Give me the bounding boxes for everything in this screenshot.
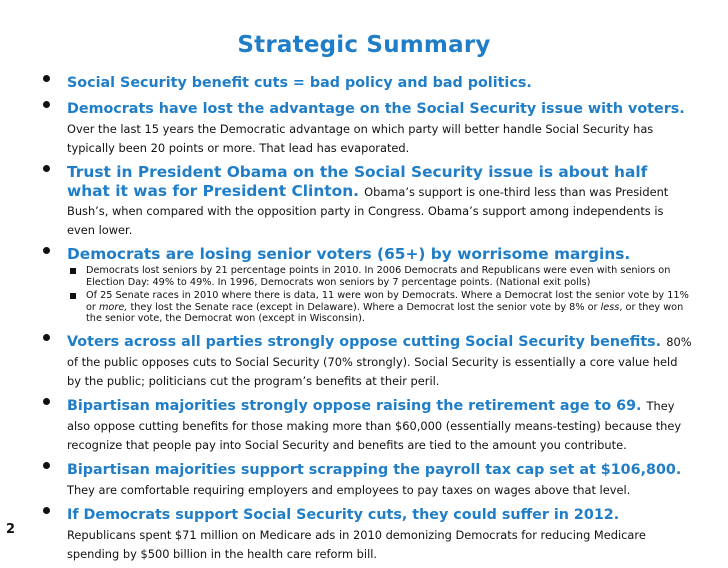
sub-bullet-text: , or they won the senior vote, the Democrat won (except in Wisconsin). — [86, 301, 684, 324]
bullet-dot-icon — [43, 247, 50, 254]
sub-bullet-item — [67, 265, 692, 288]
bullet-headline: Voters across all parties strongly oppose cutting Social Security benefits. — [67, 333, 662, 350]
bullet-headline: Trust in President Obama on the Social Security issue is about half what it was for President Clinton. — [67, 163, 648, 200]
sub-bullet-text: Of 25 Senate races in 2010 where there is data, 11 were won by Democrats. Where a Democrat lost the senior vote by 11% or — [86, 290, 689, 313]
bullet-item — [36, 395, 692, 453]
bullet-item — [36, 504, 692, 562]
sub-bullet-item — [67, 290, 692, 325]
bullet-dot-icon — [43, 75, 50, 82]
bullet-item — [36, 72, 692, 92]
slide-title: Strategic Summary — [237, 32, 491, 58]
bullet-headline: If Democrats support Social Security cuts, they could suffer in 2012. — [67, 506, 620, 523]
bullet-body: 80% of the public opposes cuts to Social Security (70% strongly). Social Security is essentially a core value held by the public; politicians cut the program’s benefits at their peril. — [67, 334, 692, 388]
bullet-body: They also oppose cutting benefits for those making more than $60,000 (essentially means-testing) because they recognize that people pay into Social Security and benefits are tied to the amount you contribute. — [67, 398, 682, 452]
bullet-item — [36, 98, 692, 156]
bullet-headline: Democrats have lost the advantage on the Social Security issue with voters. — [67, 101, 685, 117]
sub-bullet-list — [67, 265, 692, 325]
bullet-item — [36, 331, 692, 389]
sub-bullet-emphasis: more, — [99, 301, 128, 313]
bullet-dot-icon — [43, 462, 50, 469]
sub-bullet-text: they lost the Senate race (except in Delaware). Where a Democrat lost the senior vote by 8% or — [127, 301, 601, 313]
bullet-body: Republicans spent $71 million on Medicare ads in 2010 demonizing Democrats for reducing Medicare spending by $500 billion in the health care reform bill. — [67, 527, 646, 561]
page-number: 2 — [6, 522, 16, 537]
bullet-headline: Social Security benefit cuts = bad policy and bad politics. — [67, 75, 532, 91]
square-bullet-icon — [70, 293, 76, 299]
bullet-list — [36, 72, 692, 568]
bullet-body: Over the last 15 years the Democratic advantage on which party will better handle Social Security has typically been 20 points or more. That lead has evaporated. — [67, 122, 654, 155]
bullet-headline: Bipartisan majorities support scrapping the payroll tax cap set at $106,800. — [67, 461, 682, 478]
bullet-item — [36, 459, 692, 498]
bullet-dot-icon — [43, 165, 50, 172]
bullet-item — [36, 162, 692, 238]
bullet-dot-icon — [43, 334, 50, 341]
bullet-headline: Democrats are losing senior voters (65+) by worrisome margins. — [67, 245, 631, 263]
sub-bullet-emphasis: less — [600, 301, 620, 313]
bullet-body: Obama’s support is one-third less than was President Bush’s, when compared with the opposition party in Congress. Obama’s support among independents is even lower. — [67, 185, 669, 237]
square-bullet-icon — [70, 268, 76, 274]
bullet-dot-icon — [43, 398, 50, 405]
bullet-headline: Bipartisan majorities strongly oppose raising the retirement age to 69. — [67, 397, 642, 414]
bullet-body: They are comfortable requiring employers and employees to pay taxes on wages above that level. — [67, 482, 631, 497]
bullet-dot-icon — [43, 507, 50, 514]
sub-bullet-text: Democrats lost seniors by 21 percentage points in 2010. In 2006 Democrats and Republicans were even with seniors on Election Day: 49% to 49%. In 1996, Democrats won seniors by 7 percentage points. (National exit polls) — [86, 265, 671, 288]
bullet-item — [36, 244, 692, 325]
bullet-dot-icon — [43, 101, 50, 108]
